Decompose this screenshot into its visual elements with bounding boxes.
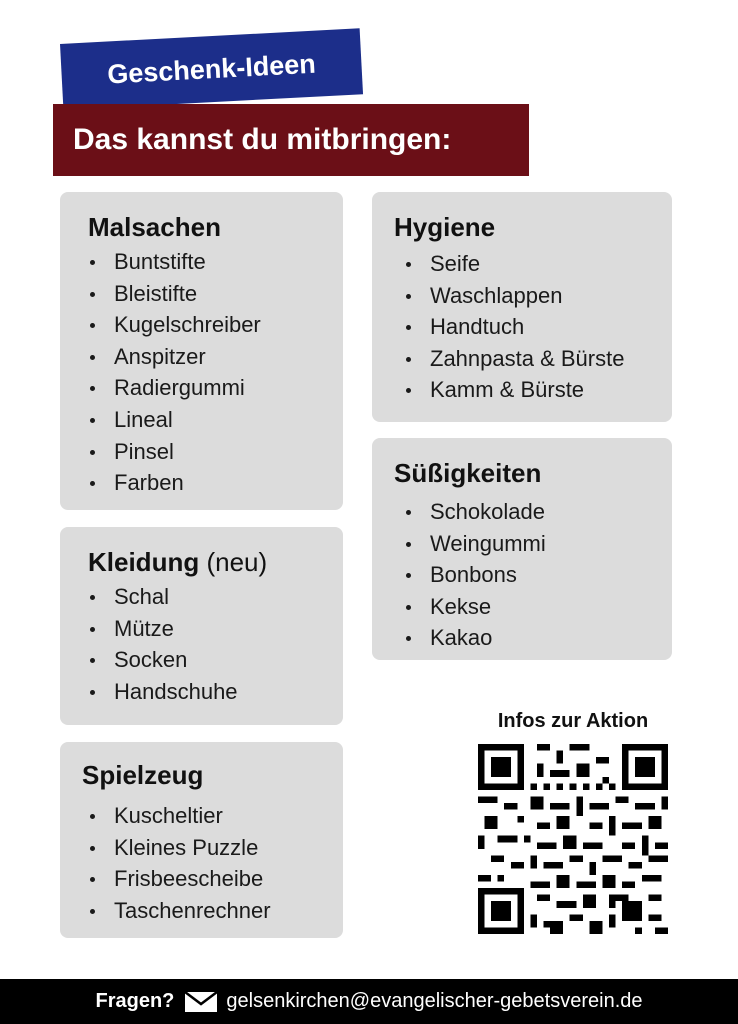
list-item: Bonbons (404, 559, 672, 591)
card-title-kleidung (88, 545, 343, 579)
list-malsachen (88, 246, 343, 499)
list-item: Radiergummi (88, 372, 343, 404)
list-item: Handtuch (404, 311, 672, 343)
page-title (53, 104, 529, 176)
list-spielzeug (88, 800, 343, 926)
qr-title: Infos zur Aktion (497, 710, 649, 732)
list-item: Taschenrechner (88, 895, 343, 927)
list-item: Waschlappen (404, 280, 672, 312)
list-item: Handschuhe (88, 676, 343, 708)
card-title-spielzeug: Spielzeug (82, 760, 204, 790)
mail-icon (184, 991, 218, 1013)
list-item: Mütze (88, 613, 343, 645)
list-suessigkeiten (404, 496, 672, 654)
list-item: Weingummi (404, 528, 672, 560)
list-kleidung (88, 581, 343, 707)
card-title-kleidung-text: Kleidung (88, 547, 200, 577)
card-spielzeug (60, 742, 343, 938)
card-title-kleidung-note: (neu) (206, 547, 268, 577)
list-item: Kamm & Bürste (404, 374, 672, 406)
card-title-hygiene: Hygiene (394, 212, 496, 242)
list-item: Zahnpasta & Bürste (404, 343, 672, 375)
list-hygiene (404, 248, 672, 406)
card-title-malsachen: Malsachen (88, 212, 221, 242)
list-item: Buntstifte (88, 246, 343, 278)
card-title-suessigkeiten: Süßigkeiten (394, 458, 542, 488)
list-item: Pinsel (88, 436, 343, 468)
list-item: Frisbeescheibe (88, 863, 343, 895)
list-item: Kekse (404, 591, 672, 623)
footer (0, 979, 738, 1024)
list-item: Kugelschreiber (88, 309, 343, 341)
badge-geschenk-ideen (60, 28, 363, 110)
list-item: Socken (88, 644, 343, 676)
list-item: Kakao (404, 622, 672, 654)
list-item: Seife (404, 248, 672, 280)
list-item: Farben (88, 467, 343, 499)
footer-email-link[interactable]: gelsenkirchen@evangelischer-gebetsverein.de (226, 990, 643, 1012)
badge-label: Geschenk-Ideen (106, 48, 317, 90)
list-item: Schokolade (404, 496, 672, 528)
qr-code-icon[interactable] (478, 744, 668, 934)
list-item: Lineal (88, 404, 343, 436)
card-suessigkeiten (372, 438, 672, 660)
list-item: Anspitzer (88, 341, 343, 373)
card-hygiene (372, 192, 672, 422)
page-title-text: Das kannst du mitbringen: (73, 123, 452, 156)
footer-question: Fragen? (95, 990, 175, 1012)
list-item: Bleistifte (88, 278, 343, 310)
list-item: Kuscheltier (88, 800, 343, 832)
card-malsachen (60, 192, 343, 510)
card-kleidung (60, 527, 343, 725)
list-item: Schal (88, 581, 343, 613)
list-item: Kleines Puzzle (88, 832, 343, 864)
